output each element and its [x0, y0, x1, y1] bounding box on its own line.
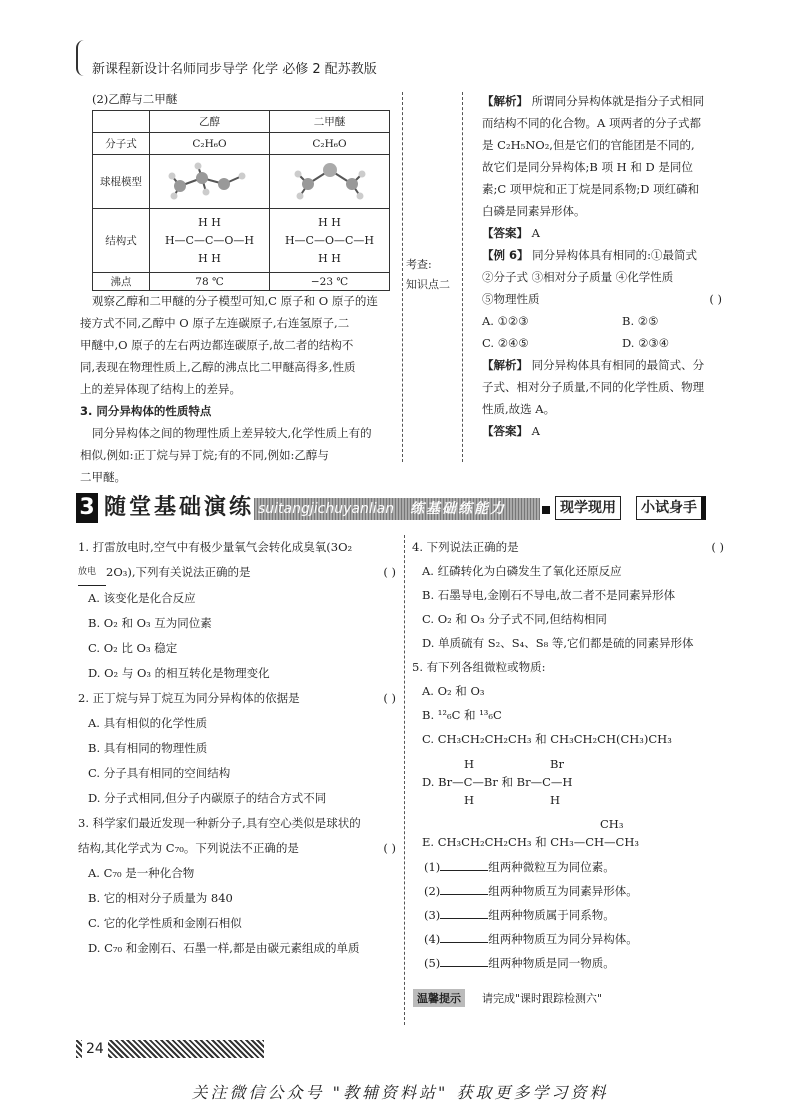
lower-divider — [404, 535, 405, 1025]
warm-tip-tag: 温馨提示 — [413, 989, 465, 1007]
banner-number: 3 — [76, 493, 98, 523]
q3: 3. 科学家们最近发现一种新分子,具有空心类似是球状的 — [78, 816, 361, 830]
col-dme: 二甲醚 — [270, 111, 390, 133]
struct-dme: H H H—C—O—C—H H H — [270, 209, 390, 273]
q1: 1. 打雷放电时,空气中有极少量氧气会转化成臭氧(3O₂ — [78, 540, 353, 554]
q2: 2. 正丁烷与异丁烷互为同分异构体的依据是 ( ) — [78, 691, 396, 705]
row-formula-label: 分子式 — [93, 133, 150, 155]
banner-title: 随堂基础演练 — [104, 495, 255, 520]
column-divider — [402, 92, 403, 462]
q4: 4. 下列说法正确的是 ( ) — [412, 540, 724, 554]
banner-slogan: 练基础练能力 — [410, 501, 506, 517]
questions-left: 1. 打雷放电时,空气中有极少量氧气会转化成臭氧(3O₂ 放电 2O₃),下列有关说法正确的是 ( ) A. 该变化是化合反应 B. O₂ 和 O₃ 互为同位素 C. O₂ 比 O₃ 稳定 D. O₂ 与 O₃ 的相互转化是物理变化 2. 正丁烷与异丁烷互为同分异构体的依据是 ( ) A. 具有相似的化学性质 B. 具有相同的物理性质 C. 分子具有相同的空间结构 D. 分子式相同,但分子内碳原子的结合方式不同 3. 科学家们最近发现一种新分子,具有空心类似是球状的 结构,其化学式为 C₇₀。下列说法不正确的是 ( ) A. C₇₀ 是一种化合物 B. 它的相对分子质量为 840 C. 它的化学性质和金刚石相似 D. C₇₀ 和金刚石、石墨一样,都是由碳元素组成的单质 — [78, 535, 396, 961]
col-ethanol: 乙醇 — [150, 111, 270, 133]
q5: 5. 有下列各组微粒或物质: — [412, 660, 546, 674]
subheading-3: 3. 同分异构体的性质特点 — [80, 404, 212, 418]
comparison-table — [92, 110, 390, 291]
ball-stick-ethanol — [150, 155, 270, 209]
struct-ethanol: H H H—C—C—O—H H H — [150, 209, 270, 273]
header-bracket — [76, 40, 88, 76]
bp-ethanol: 78 ℃ — [150, 273, 270, 291]
bp-dme: −23 ℃ — [270, 273, 390, 291]
right-column: 【解析】 所谓同分异构体就是指分子式相同 而结构不同的化合物。A 项两者的分子式都 是 C₂H₅NO₂,但是它们的官能团是不同的, 故它们是同分异构体;B 项 H 和 D 是同位 素;C 项甲烷和正丁烷是同系物;D 项红磷和 白磷是同素异形体。 【答案】 A 【例 6】 同分异构体具有相同的:①最简式 ②分子式 ③相对分子质量 ④化学性质 ⑤物理性质 ( ) A. ①②③ B. ②⑤ C. ②④⑤ D. ②③④ 【解析】 同分异构体具有相同的最简式、分 子式、相对分子质量,不同的化学性质、物理 性质,故选 A。 【答案】 A — [482, 94, 722, 438]
banner-box-1: 现学现用 — [555, 496, 621, 520]
running-header: 新课程新设计名师同步导学 化学 必修 2 配苏教版 — [92, 62, 377, 77]
footer-note: 关注微信公众号 "教辅资料站" 获取更多学习资料 — [191, 1083, 609, 1102]
banner-pinyin: suitangjichuyanlian — [258, 501, 395, 517]
column-divider — [462, 92, 463, 462]
section-title: (2)乙醇与二甲醚 — [92, 92, 178, 106]
banner-box-2: 小试身手 — [636, 496, 706, 520]
row-model-label: 球棍模型 — [93, 155, 150, 209]
formula-dme: C₂H₆O — [270, 133, 390, 155]
formula-ethanol: C₂H₆O — [150, 133, 270, 155]
ball-stick-dme — [270, 155, 390, 209]
row-bp-label: 沸点 — [93, 273, 150, 291]
questions-right: 4. 下列说法正确的是 ( ) A. 红磷转化为白磷发生了氧化还原反应 B. 石墨导电,金刚石不导电,故二者不是同素异形体 C. O₂ 和 O₃ 分子式不同,但结构相同 D. 单质硫有 S₂、S₄、S₈ 等,它们都是硫的同素异形体 5. 有下列各组微粒或物质: A. O₂ 和 O₃ B. ¹²₆C 和 ¹³₆C C. CH₃CH₂CH₂CH₃ 和 CH₃CH₂CH(CH₃)CH₃ H Br D. Br—C—Br 和 Br—C—H H H CH₃ E. CH₃CH₂CH₂CH₃ 和 CH₃—CH—CH₃ (1) 组两种微粒互为同位素。 (2) 组两种物质互为同素异形体。 (3) 组两种物质属于同系物。 (4) 组两种物质互为同分异构体。 (5) 组两种物质是同一物质。 — [412, 535, 724, 975]
page-number: 24 — [82, 1040, 108, 1058]
left-paragraph: 观察乙醇和二甲醚的分子模型可知,C 原子和 O 原子的连 接方式不同,乙醇中 O 原子左连碳原子,右连氢原子,二 甲醚中,O 原子的左右两边都连碳原子,故二者的结构不 同,表现在物理性质上,乙醇的沸点比二甲醚高得多,性质 上的差异体现了结构上的差异。 3. 同分异构体的性质特点 同分异构体之间的物理性质上差异较大,化学性质上有的 相似,例如:正丁烷与异丁烷;有的不同,例如:乙醇与 二甲醚。 — [80, 290, 398, 488]
warm-tip-text: 请完成"课时跟踪检测六" — [482, 992, 603, 1005]
row-struct-label: 结构式 — [93, 209, 150, 273]
banner-square-icon — [542, 506, 550, 514]
side-note: 考查: 知识点二 — [406, 258, 450, 291]
